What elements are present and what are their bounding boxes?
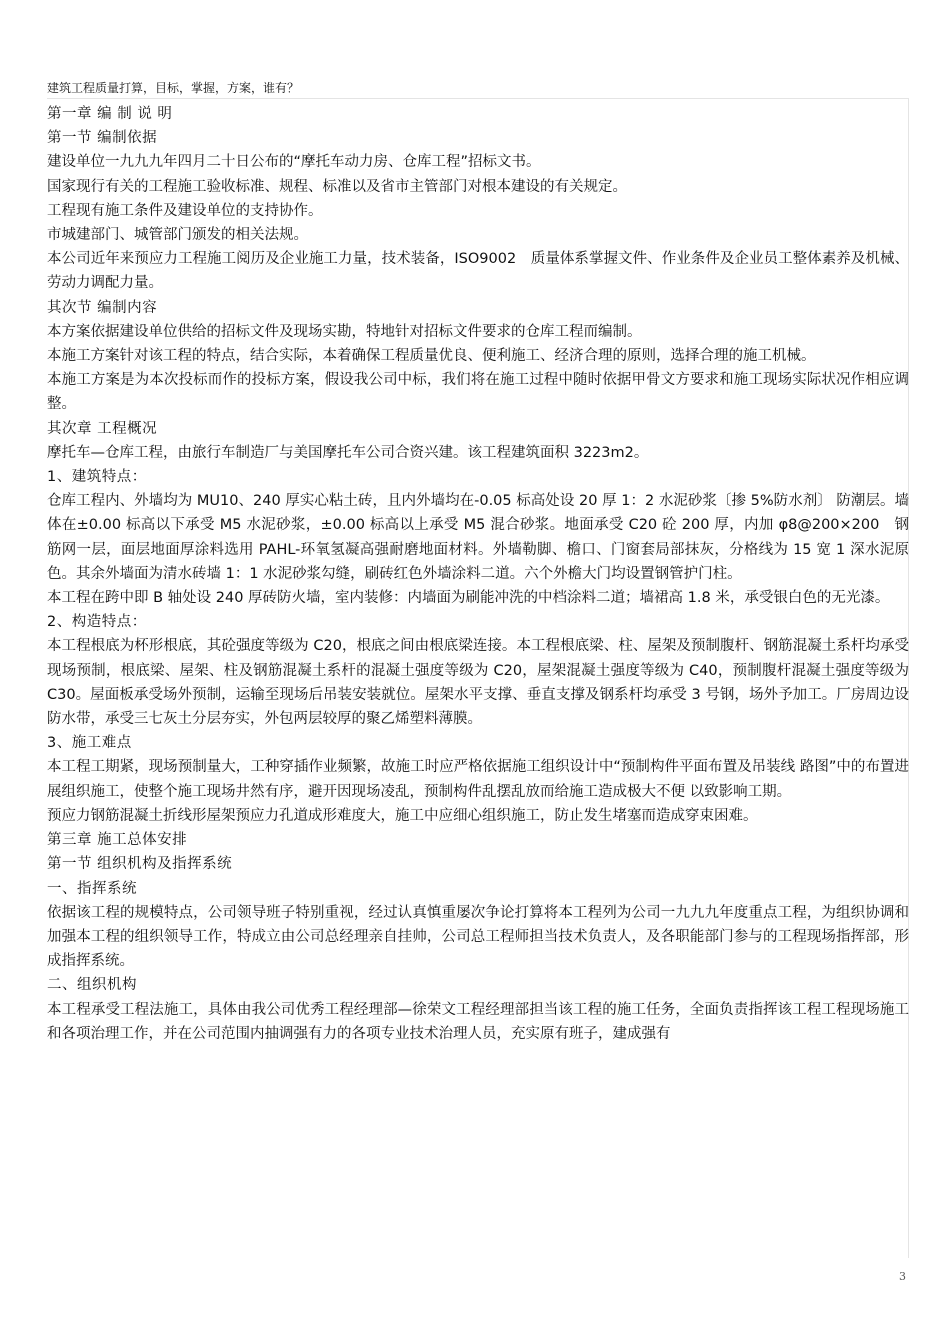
page-number: 3 [899, 1270, 906, 1283]
section-heading: 第一节 组织机构及指挥系统 [47, 856, 233, 873]
paragraph: 本施工方案针对该工程的特点，结合实际，本着确保工程质量优良、便利施工、经济合理的原则，选择合理的施工机械。 [47, 348, 816, 365]
running-header: 建筑工程质量打算，目标，掌握，方案，谁有？ [47, 81, 300, 95]
subsection-heading: 1、建筑特点： [47, 469, 147, 486]
paragraph: 工程现有施工条件及建设单位的支持协作。 [47, 202, 323, 219]
subsection-heading: 3、施工难点 [47, 735, 132, 752]
paragraph: 本工程承受工程法施工，具体由我公司优秀工程经理部—徐荣文工程经理部担当该工程的施工任务，全面负责指挥该工程工程现场施工和各项治理工作，并在公司范围内抽调强有力的各项专业技术治理人员，充实原有班子，建成强有 [47, 1001, 909, 1042]
paragraph: 市城建部门、城管部门颁发的相关法规。 [47, 227, 308, 244]
paragraph: 预应力钢筋混凝土折线形屋架预应力孔道成形难度大，施工中应细心组织施工，防止发生堵塞而造成穿束困难。 [47, 807, 758, 824]
paragraph: 摩托车—仓库工程，由旅行车制造厂与美国摩托车公司合资兴建。该工程建筑面积 3223m2。 [47, 444, 649, 461]
paragraph: 本工程工期紧，现场预制量大，工种穿插作业频繁，故施工时应严格依据施工组织设计中“预制构件平面布置及吊装线 路图”中的布置进展组织施工，使整个施工现场井然有序，避开因现场凌乱，预制构件乱摆乱放而给施工造成极大不便 以致影响工期。 [47, 759, 909, 800]
paragraph: 本方案依据建设单位供给的招标文件及现场实勘，特地针对招标文件要求的仓库工程而编制。 [47, 323, 642, 340]
section-heading: 其次节 编制内容 [47, 299, 158, 316]
chapter-heading: 其次章 工程概况 [47, 420, 158, 437]
subsection-heading: 二、组织机构 [47, 977, 137, 994]
chapter-heading: 第三章 施工总体安排 [47, 832, 188, 849]
paragraph: 建设单位一九九九年四月二十日公布的“摩托车动力房、仓库工程”招标文书。 [47, 154, 541, 171]
header-rule [47, 98, 909, 99]
paragraph: 本工程根底为杯形根底，其砼强度等级为 C20，根底之间由根底梁连接。本工程根底梁、柱、屋架及预制腹杆、钢筋混凝土系杆均承受现场预制，根底梁、屋架、柱及钢筋混凝土系杆的混凝土强度等级为 C20，屋架混凝土强度等级为 C40，预制腹杆混凝土强度等级为 C30。屋面板承受场外预制，运输至现场后吊装安装就位。屋架水平支撑、垂直支撑及钢系杆均承受 3 号钢，场外予加工。厂房周边设防水带，承受三七灰土分层夯实，外包两层较厚的聚乙烯塑料薄膜。 [47, 638, 909, 728]
subsection-heading: 2、构造特点： [47, 614, 147, 631]
paragraph: 本施工方案是为本次投标而作的投标方案，假设我公司中标，我们将在施工过程中随时依据甲骨文方要求和施工现场实际状况作相应调整。 [47, 372, 909, 413]
paragraph: 依据该工程的规模特点，公司领导班子特别重视，经过认真慎重屡次争论打算将本工程列为公司一九九九年度重点工程，为组织协调和加强本工程的组织领导工作，特成立由公司总经理亲自挂帅，公司总工程师担当技术负责人，及各职能部门参与的工程现场指挥部，形成指挥系统。 [47, 904, 909, 970]
document-body [47, 102, 909, 1046]
section-heading: 第一节 编制依据 [47, 130, 158, 147]
subsection-heading: 一、指挥系统 [47, 880, 137, 897]
paragraph: 本公司近年来预应力工程施工阅历及企业施工力量，技术装备，ISO9002 质量体系掌握文件、作业条件及企业员工整体素养及机械、劳动力调配力量。 [47, 251, 909, 292]
paragraph: 本工程在跨中即 B 轴处设 240 厚砖防火墙，室内装修：内墙面为刷能冲洗的中档涂料二道；墙裙高 1.8 米，承受银白色的无光漆。 [47, 590, 890, 607]
paragraph: 仓库工程内、外墙均为 MU10、240 厚实心粘土砖，且内外墙均在-0.05 标高处设 20 厚 1：2 水泥砂浆〔掺 5%防水剂〕 防潮层。墙体在±0.00 标高以下承受 M5 水泥砂浆，±0.00 标高以上承受 M5 混合砂浆。地面承受 C20 砼 200 厚，内加 φ8@200×200 钢筋网一层，面层地面厚涂料选用 PAHL-环氧氢凝高强耐磨地面材料。外墙勒脚、檐口、门窗套局部抹灰，分格线为 15 宽 1 深水泥原色。其余外墙面为清水砖墙 1：1 水泥砂浆勾缝，刷砖红色外墙涂料二道。六个外檐大门均设置钢管护门柱。 [47, 493, 909, 582]
chapter-heading: 第一章 编 制 说 明 [47, 106, 173, 122]
paragraph: 国家现行有关的工程施工验收标准、规程、标准以及省市主管部门对根本建设的有关规定。 [47, 178, 627, 195]
